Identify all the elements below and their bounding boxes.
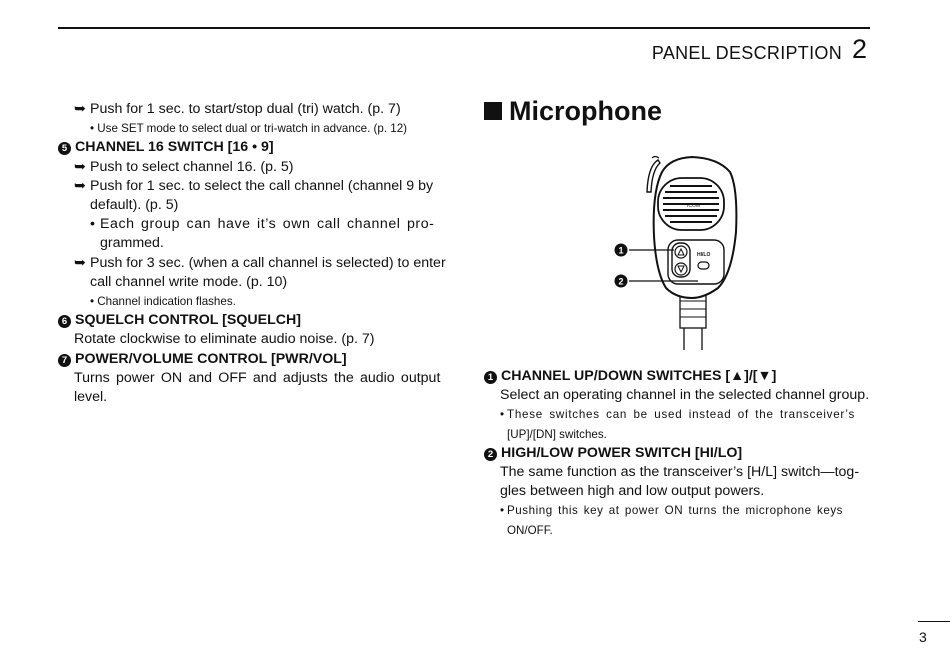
callout-1-number: 1: [618, 245, 624, 256]
number-badge: 6: [58, 315, 71, 328]
item2-bullet-cont: ON/OFF.: [507, 523, 553, 537]
item5-note: • Channel indication flashes.: [90, 295, 236, 309]
hilo-label: HI/LO: [697, 252, 711, 258]
item1-desc: Select an operating channel in the selected channel group.: [500, 387, 870, 404]
bullet-icon: •: [500, 408, 505, 422]
top-rule: [58, 27, 870, 29]
page-number: 3: [919, 629, 927, 645]
number-badge: 1: [484, 371, 497, 384]
bullet-icon: •: [500, 504, 505, 518]
chapter-number: 2: [852, 34, 868, 64]
watch-line: ➥ Push for 1 sec. to start/stop dual (tri) watch. (p. 7): [58, 100, 444, 119]
left-column: [58, 100, 444, 407]
item2-desc: The same function as the transceiver’s [H/L] switch—tog-: [500, 464, 860, 481]
watch-note: • Use SET mode to select dual or tri-watch in advance. (p. 12): [90, 122, 408, 136]
number-badge: 7: [58, 354, 71, 367]
section-title: Microphone: [484, 96, 662, 127]
arrow-icon: ➥: [74, 177, 86, 194]
item1-bullet: • These switches can be used instead of the transceiver’s: [484, 405, 870, 424]
arrow-icon: ➥: [74, 254, 86, 271]
item5-line1: ➥ Push to select channel 16. (p. 5): [58, 158, 444, 177]
hilo-button: [698, 262, 709, 269]
item5-line3: ➥ Push for 3 sec. (when a call channel is selected) to enter: [58, 254, 444, 273]
brand-label: ICOM: [687, 203, 701, 209]
item2-heading: 2 HIGH/LOW POWER SWITCH [HI/LO]: [484, 444, 870, 463]
item1-bullet-cont: [UP]/[DN] switches.: [507, 427, 607, 441]
item5-heading: 5 CHANNEL 16 SWITCH [16 • 9]: [58, 138, 444, 157]
arrow-icon: ➥: [74, 158, 86, 175]
section-header: PANEL DESCRIPTION: [651, 43, 842, 63]
number-badge: 5: [58, 142, 71, 155]
item7-desc-cont: level.: [74, 389, 108, 406]
up-button: [675, 246, 687, 258]
cord: [680, 292, 706, 350]
item7-desc: Turns power ON and OFF and adjusts the audio output: [74, 369, 441, 386]
item2-bullet: • Pushing this key at power ON turns the microphone keys: [484, 501, 870, 520]
item2-desc-cont: gles between high and low output powers.: [500, 483, 765, 500]
item1-heading: 1 CHANNEL UP/DOWN SWITCHES [▲]/[▼]: [484, 367, 870, 386]
item6-desc: Rotate clockwise to eliminate audio noise. (p. 7): [74, 331, 375, 348]
item5-line2: ➥ Push for 1 sec. to select the call channel (channel 9 by: [58, 177, 444, 196]
down-button: [675, 263, 687, 275]
item6-heading: 6 SQUELCH CONTROL [SQUELCH]: [58, 311, 444, 330]
number-badge: 2: [484, 448, 497, 461]
square-bullet-icon: [484, 102, 502, 120]
microphone-illustration: [600, 152, 760, 352]
item7-heading: 7 POWER/VOLUME CONTROL [PWR/VOL]: [58, 350, 444, 369]
footer-rule: [918, 621, 950, 622]
callout-2-number: 2: [618, 276, 624, 287]
item5-bullet-cont: grammed.: [100, 235, 164, 252]
arrow-icon: ➥: [74, 101, 86, 117]
item5-bullet: • Each group can have it’s own call channel pro-: [58, 215, 444, 234]
right-column: [484, 367, 870, 540]
item5-line2-cont: default). (p. 5): [90, 197, 179, 214]
bullet-icon: •: [90, 216, 95, 233]
item5-line3-cont: call channel write mode. (p. 10): [90, 273, 288, 290]
